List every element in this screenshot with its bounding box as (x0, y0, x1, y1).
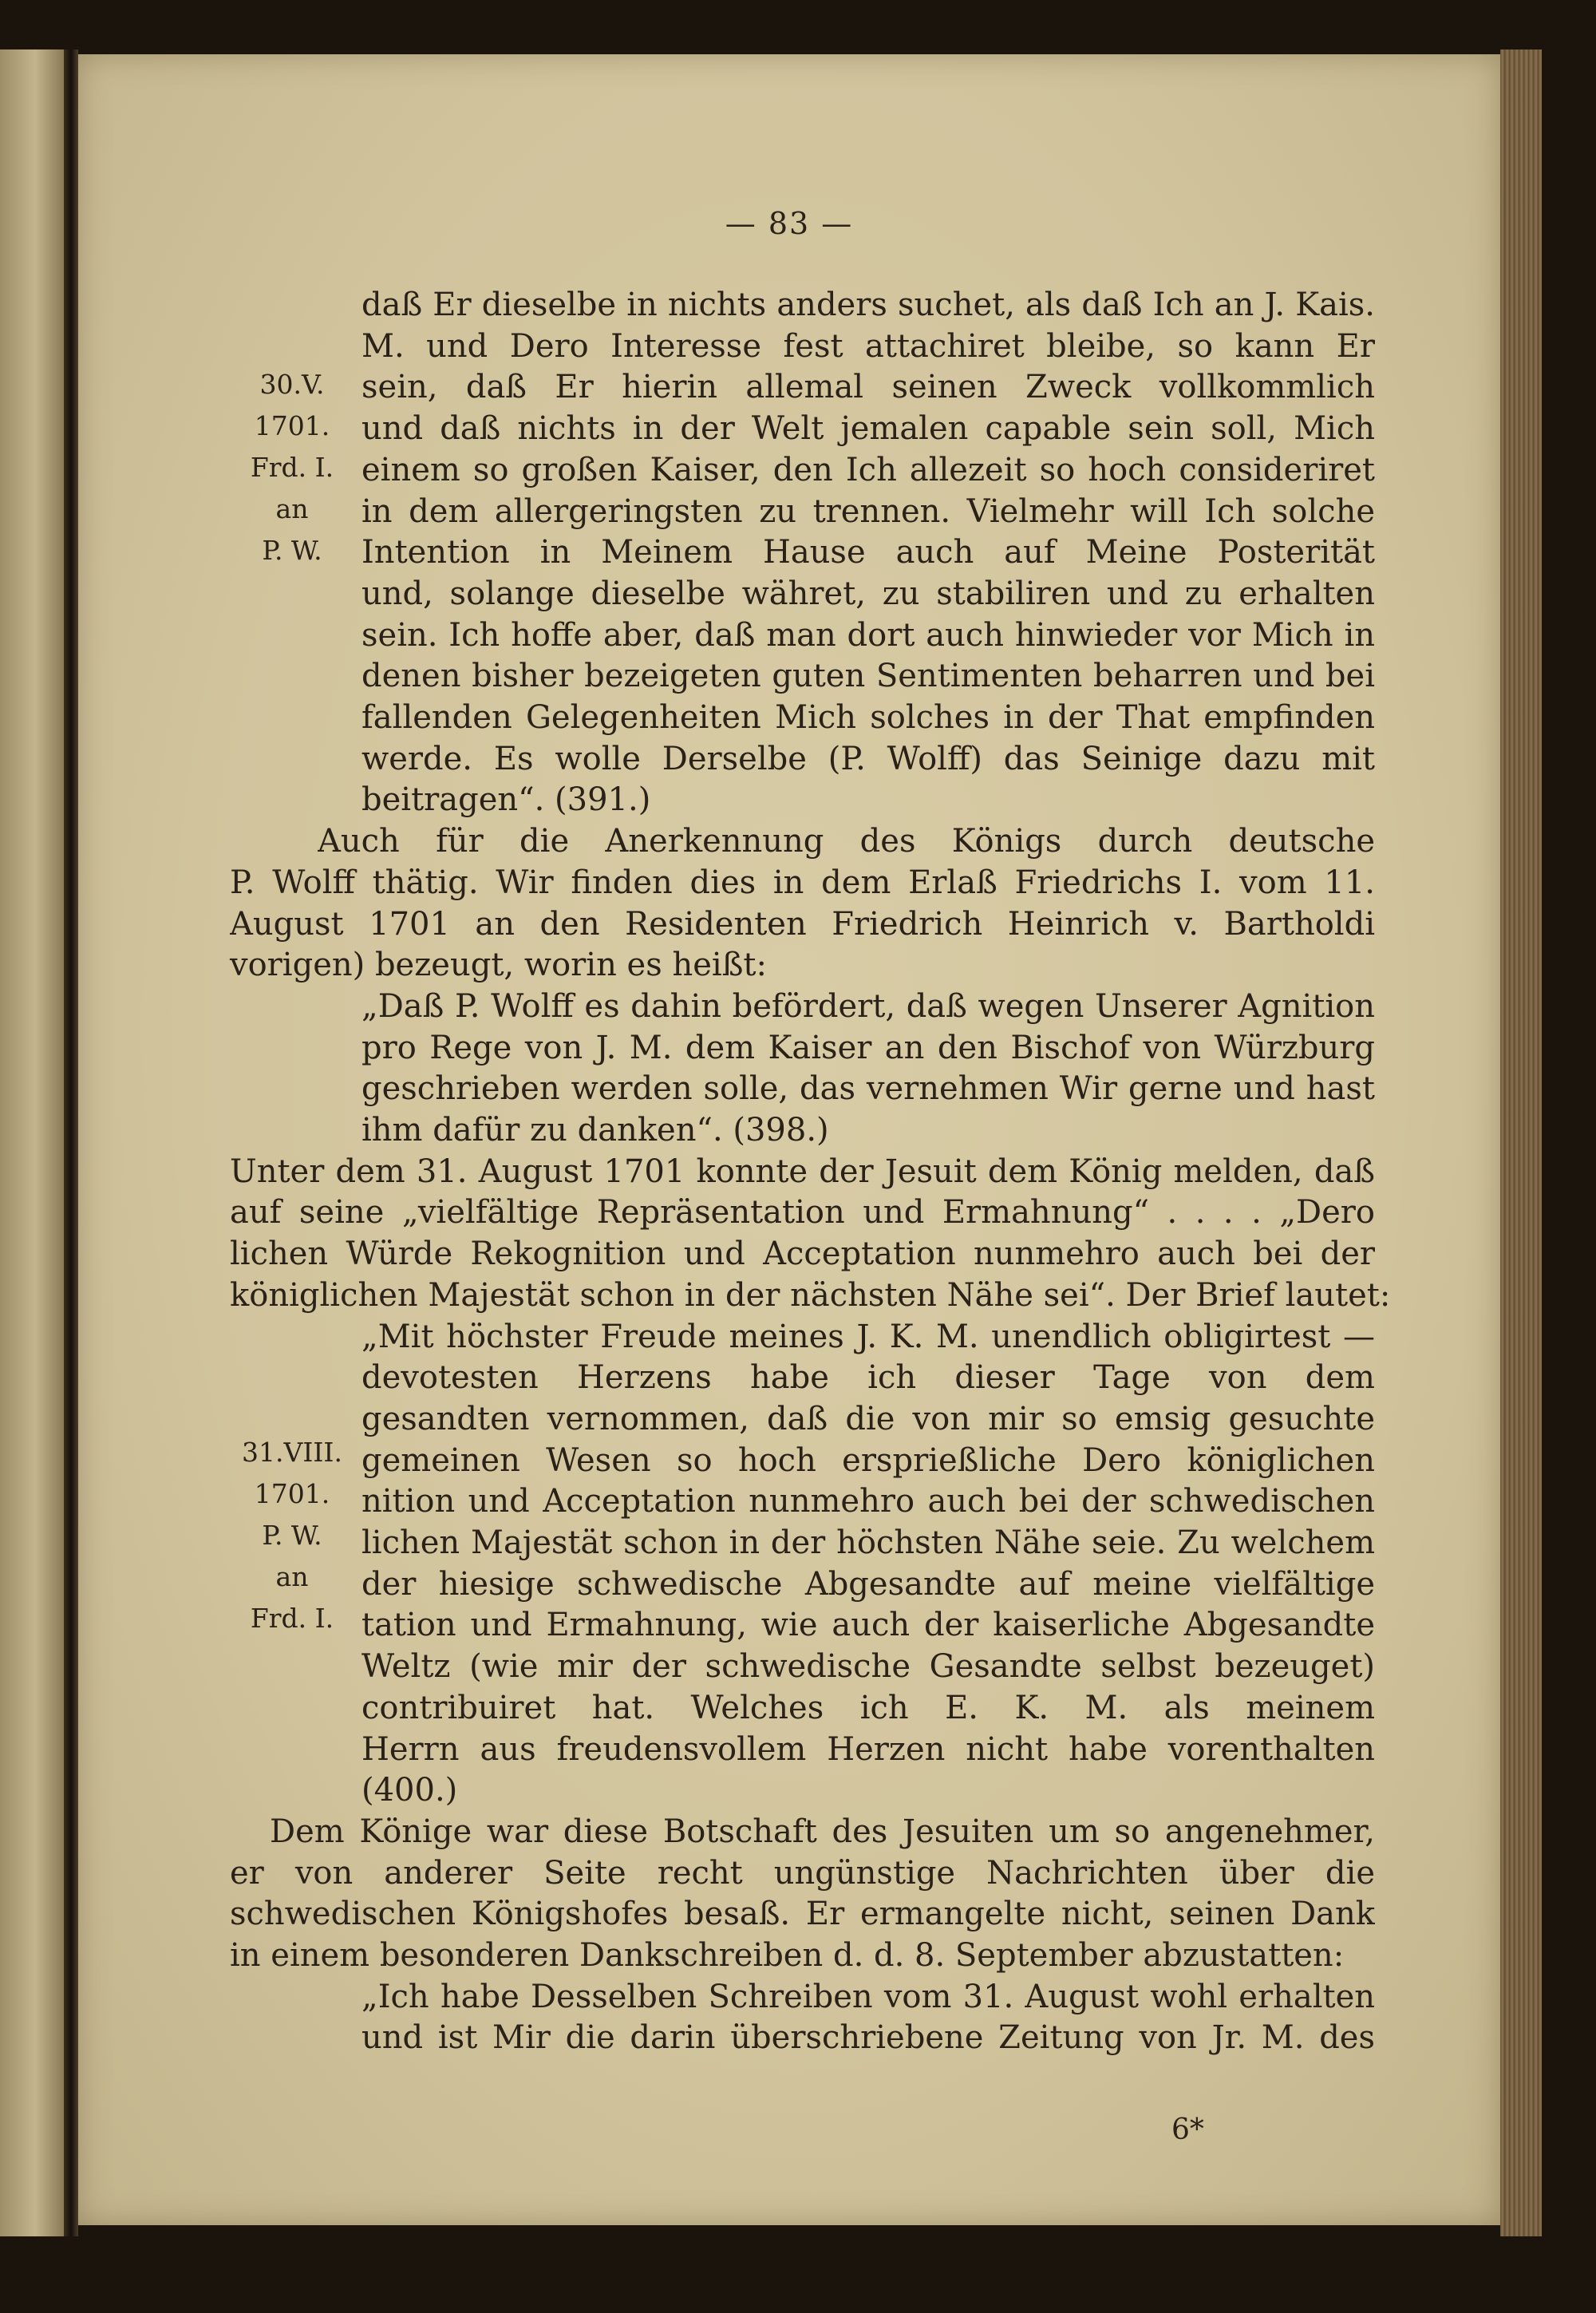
text-line: devotesten Herzens habe ich dieser Tage von dem (361, 1359, 1375, 1397)
text-line: und ist Mir die darin überschriebene Zeitung von Jr. M. des (361, 2019, 1375, 2057)
text-line: „Ich habe Desselben Schreiben vom 31. August wohl erhalten (361, 1978, 1375, 2015)
margin-note: an (275, 1561, 309, 1592)
margin-note: P. W. (262, 535, 322, 566)
margin-note: an (275, 493, 309, 524)
text-line: pro Rege von J. M. dem Kaiser an den Bischof von Würzburg (361, 1029, 1375, 1066)
text-line: lichen Würde Rekognition und Acceptation nunmehro auch bei der (230, 1236, 1375, 1273)
facing-page-edge (0, 49, 64, 2236)
text-line: Weltz (wie mir der schwedische Gesandte selbst bezeuget) (361, 1648, 1375, 1686)
text-line: Auch für die Anerkennung des Königs durch deutsche (318, 823, 1375, 860)
text-line: sein, daß Er hierin allemal seinen Zweck vollkommlich (361, 369, 1375, 406)
text-line: „Daß P. Wolff es dahin befördert, daß wegen Unserer Agnition (361, 987, 1375, 1025)
text-line: er von anderer Seite recht ungünstige Nachrichten über die (230, 1854, 1375, 1892)
page-number: — 83 — (725, 206, 854, 241)
book-page (78, 54, 1500, 2225)
text-line: und, solange dieselbe währet, zu stabiliren und zu erhalten (361, 575, 1375, 612)
text-line: ihm dafür zu danken“. (398.) (361, 1112, 829, 1149)
text-line: fallenden Gelegenheiten Mich solches in der That empfinden (361, 699, 1375, 736)
text-line: Herrn aus freudensvollem Herzen nicht habe vorenthalten (361, 1730, 1375, 1768)
text-line: geschrieben werden solle, das vernehmen Wir gerne und hast (361, 1070, 1375, 1108)
text-line: denen bisher bezeigeten guten Sentimenten beharren und bei (361, 658, 1375, 695)
text-line: Intention in Meinem Hause auch auf Meine Posterität (361, 534, 1375, 571)
text-line: tation und Ermahnung, wie auch der kaiserliche Abgesandte (361, 1607, 1375, 1644)
text-line: in einem besonderen Dankschreiben d. d. 8. September abzustatten: (230, 1937, 1345, 1974)
text-line: nition und Acceptation nunmehro auch bei der schwedischen (361, 1483, 1375, 1520)
margin-note: 31.VIII. (242, 1437, 342, 1468)
text-line: M. und Dero Interesse fest attachiret bleibe, so kann Er (361, 327, 1375, 365)
text-line: gemeinen Wesen so hoch ersprießliche Dero königlichen (361, 1441, 1375, 1479)
text-line: daß Er dieselbe in nichts anders suchet, als daß Ich an J. Kais. (361, 287, 1375, 323)
text-line: und daß nichts in der Welt jemalen capable sein soll, Mich (361, 410, 1375, 448)
text-line: vorigen) bezeugt, worin es heißt: (230, 947, 767, 984)
margin-note: 1701. (254, 410, 330, 441)
text-line: in dem allergeringsten zu trennen. Vielmehr will Ich solche (361, 492, 1375, 530)
text-line: „Mit höchster Freude meines J. K. M. unendlich obligirtest — (361, 1318, 1375, 1355)
margin-note: 30.V. (259, 369, 325, 400)
text-line: August 1701 an den Residenten Friedrich Heinrich v. Bartholdi (230, 905, 1375, 943)
page-block-edge (1500, 49, 1542, 2236)
text-line: königlichen Majestät schon in der nächsten Nähe sei“. Der Brief lautet: (230, 1276, 1391, 1314)
text-line: Unter dem 31. August 1701 konnte der Jesuit dem König melden, daß (230, 1153, 1375, 1190)
text-line: lichen Majestät schon in der höchsten Nähe seie. Zu welchem (361, 1524, 1375, 1561)
text-line: (400.) (361, 1772, 458, 1809)
text-line: Dem Könige war diese Botschaft des Jesuiten um so angenehmer, (270, 1813, 1375, 1850)
text-line: werde. Es wolle Derselbe (P. Wolff) das Seinige dazu mit (361, 740, 1375, 777)
text-line: der hiesige schwedische Abgesandte auf meine vielfältige (361, 1565, 1375, 1603)
margin-note: Frd. I. (250, 452, 334, 483)
signature-mark: 6* (1171, 2113, 1204, 2146)
margin-note: P. W. (262, 1520, 322, 1551)
text-line: contribuiret hat. Welches ich E. K. M. als meinem (361, 1689, 1375, 1726)
text-line: gesandten vernommen, daß die von mir so emsig gesuchte (361, 1400, 1375, 1437)
text-line: einem so großen Kaiser, den Ich allezeit so hoch consideriret (361, 451, 1375, 488)
text-line: schwedischen Königshofes besaß. Er ermangelte nicht, seinen Dank (230, 1896, 1375, 1933)
text-line: sein. Ich hoffe aber, daß man dort auch hinwieder vor Mich in (361, 616, 1375, 654)
text-line: auf seine „vielfältige Repräsentation und Ermahnung“ . . . . „Dero (230, 1194, 1375, 1232)
margin-note: 1701. (254, 1478, 330, 1509)
book-gutter (64, 49, 78, 2236)
text-line: beitragen“. (391.) (361, 781, 651, 819)
text-line: P. Wolff thätig. Wir finden dies in dem Erlaß Friedrichs I. vom 11. (230, 864, 1375, 901)
margin-note: Frd. I. (250, 1603, 334, 1634)
